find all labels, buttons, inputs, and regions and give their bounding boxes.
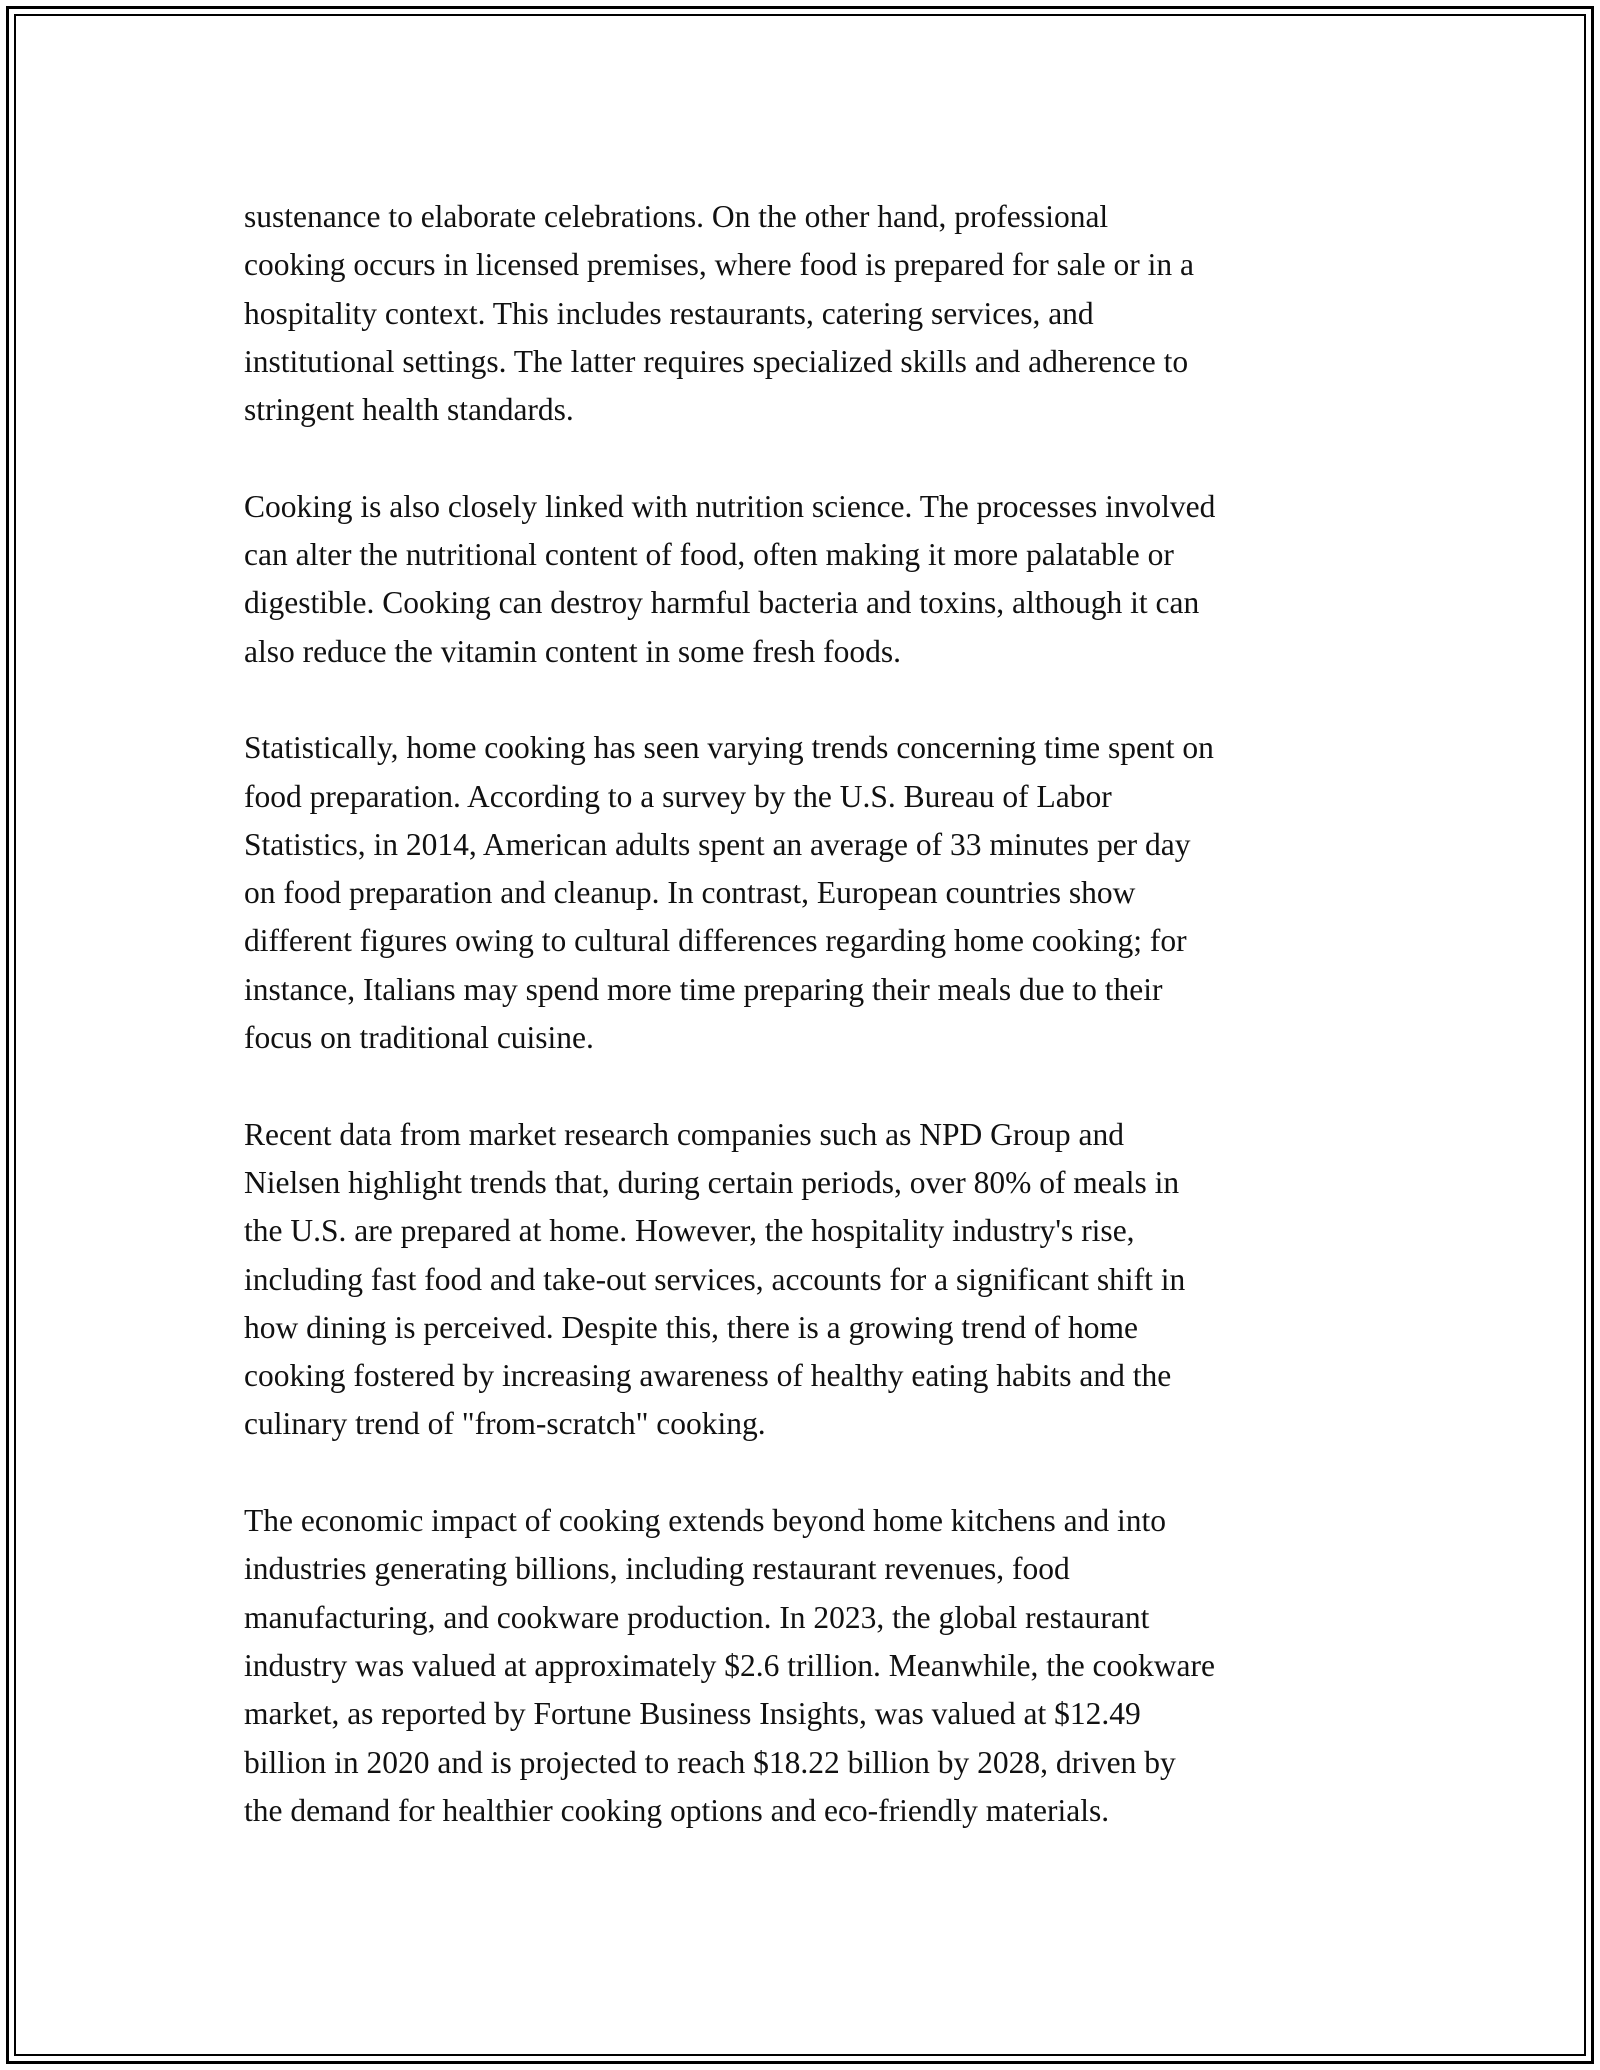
paragraph-economic-impact: The economic impact of cooking extends beyond home kitchens and into industries generating billions, including restaurant revenues, food manufacturing, and cookware production. In 2023, the global restaurant industry was valued at approximately $2.6 trillion. Meanwhile, the cookware market, as reported by Fortune Business Insights, was valued at $12.49 billion in 2020 and is projected to reach $18.22 billion by 2028, driven by the demand for healthier cooking options and eco-friendly materials. xyxy=(244,1503,1215,1828)
paragraph-home-vs-professional: sustenance to elaborate celebrations. On the other hand, professional cooking occurs in licensed premises, where food is prepared for sale or in a hospitality context. This includes restaurants, catering services, and institutional settings. The latter requires specialized skills and adherence to stringent health standards. xyxy=(244,199,1194,428)
document-body xyxy=(244,193,1384,1835)
paragraph-market-research: Recent data from market research companies such as NPD Group and Nielsen highlight trends that, during certain periods, over 80% of meals in the U.S. are prepared at home. However, the hospitality industry's rise, including fast food and take-out services, accounts for a significant shift in how dining is perceived. Despite this, there is a growing trend of home cooking fostered by increasing awareness of healthy eating habits and the culinary trend of "from-scratch" cooking. xyxy=(244,1116,1186,1442)
paragraph-nutrition-science: Cooking is also closely linked with nutrition science. The processes involved can alter the nutritional content of food, often making it more palatable or digestible. Cooking can destroy harmful bacteria and toxins, although it can also reduce the vitamin content in some fresh foods. xyxy=(244,488,1216,669)
paragraph-time-statistics: Statistically, home cooking has seen varying trends concerning time spent on food preparation. According to a survey by the U.S. Bureau of Labor Statistics, in 2014, American adults spent an average of 33 minutes per day on food preparation and cleanup. In contrast, European countries show different figures owing to cultural differences regarding home cooking; for instance, Italians may spend more time preparing their meals due to their focus on traditional cuisine. xyxy=(244,730,1214,1056)
page-frame xyxy=(6,6,1594,2064)
